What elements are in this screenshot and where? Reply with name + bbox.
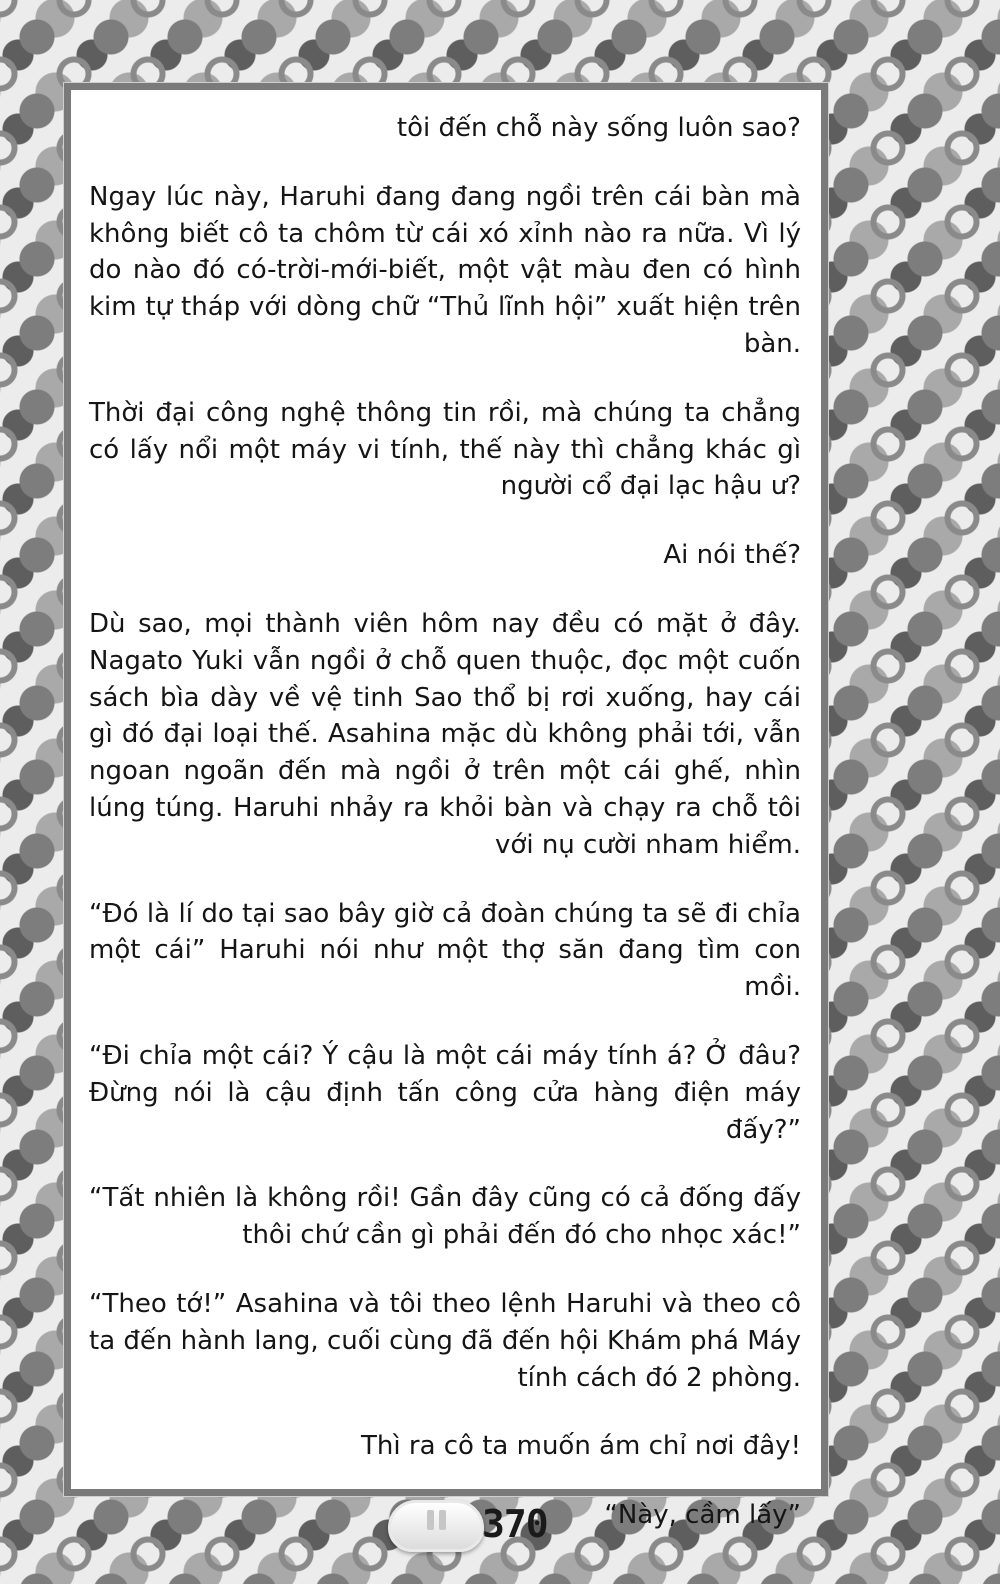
paragraph-2: Ngay lúc này, Haruhi đang đang ngồi trên cái bàn mà không biết cô ta chôm từ cái xó xỉnh nào ra nữa. Vì lý do nào đó có-trời-mới-biết, một vật màu đen có hình kim tự tháp với dòng chữ “Thủ lĩnh hội” xuất hiện trên bàn. (89, 181, 801, 359)
page-number: 370 (482, 1502, 548, 1546)
paragraph-7: “Đi chỉa một cái? Ý cậu là một cái máy tính á? Ở đâu? Đừng nói là cậu định tấn công cửa hàng điện máy đấy?” (89, 1040, 801, 1145)
paragraph-10: Thì ra cô ta muốn ám chỉ nơi đây! (361, 1431, 801, 1462)
paragraph-11: “Này, cầm lấy” (604, 1500, 801, 1531)
pause-bar-right (439, 1510, 446, 1530)
paragraph-5: Dù sao, mọi thành viên hôm nay đều có mặt ở đây. Nagato Yuki vẫn ngồi ở chỗ quen thuộc, đọc một cuốn sách bìa dày về vệ tinh Sao thổ bị rơi xuống, hay cái gì đó đại loại thế. Asahina mặc dù không phải tới, vẫn ngoan ngoãn đến mà ngồi ở trên một cái ghế, nhìn lúng túng. Haruhi nhảy ra khỏi bàn và chạy ra chỗ tôi với nụ cười nham hiểm. (89, 608, 801, 860)
paragraph-6: “Đó là lí do tại sao bây giờ cả đoàn chúng ta sẽ đi chỉa một cái” Haruhi nói như một thợ săn đang tìm con mồi. (89, 898, 801, 1003)
paragraph-8: “Tất nhiên là không rồi! Gần đây cũng có cả đống đấy thôi chứ cần gì phải đến đó cho nhọc xác!” (89, 1183, 801, 1251)
paragraph-1: tôi đến chỗ này sống luôn sao? (396, 113, 801, 143)
paragraph-3: Thời đại công nghệ thông tin rồi, mà chúng ta chẳng có lấy nổi một máy vi tính, thế này thì chẳng khác gì người cổ đại lạc hậu ư? (89, 397, 801, 502)
page-footer (388, 1500, 588, 1560)
pause-icon (388, 1500, 484, 1552)
paragraph-9: “Theo tớ!” Asahina và tôi theo lệnh Haruhi và theo cô ta đến hành lang, cuối cùng đã đến hội Khám phá Máy tính cách đó 2 phòng. (89, 1288, 801, 1393)
pause-bar-left (427, 1510, 434, 1530)
paragraph-4: Ai nói thế? (663, 540, 801, 571)
